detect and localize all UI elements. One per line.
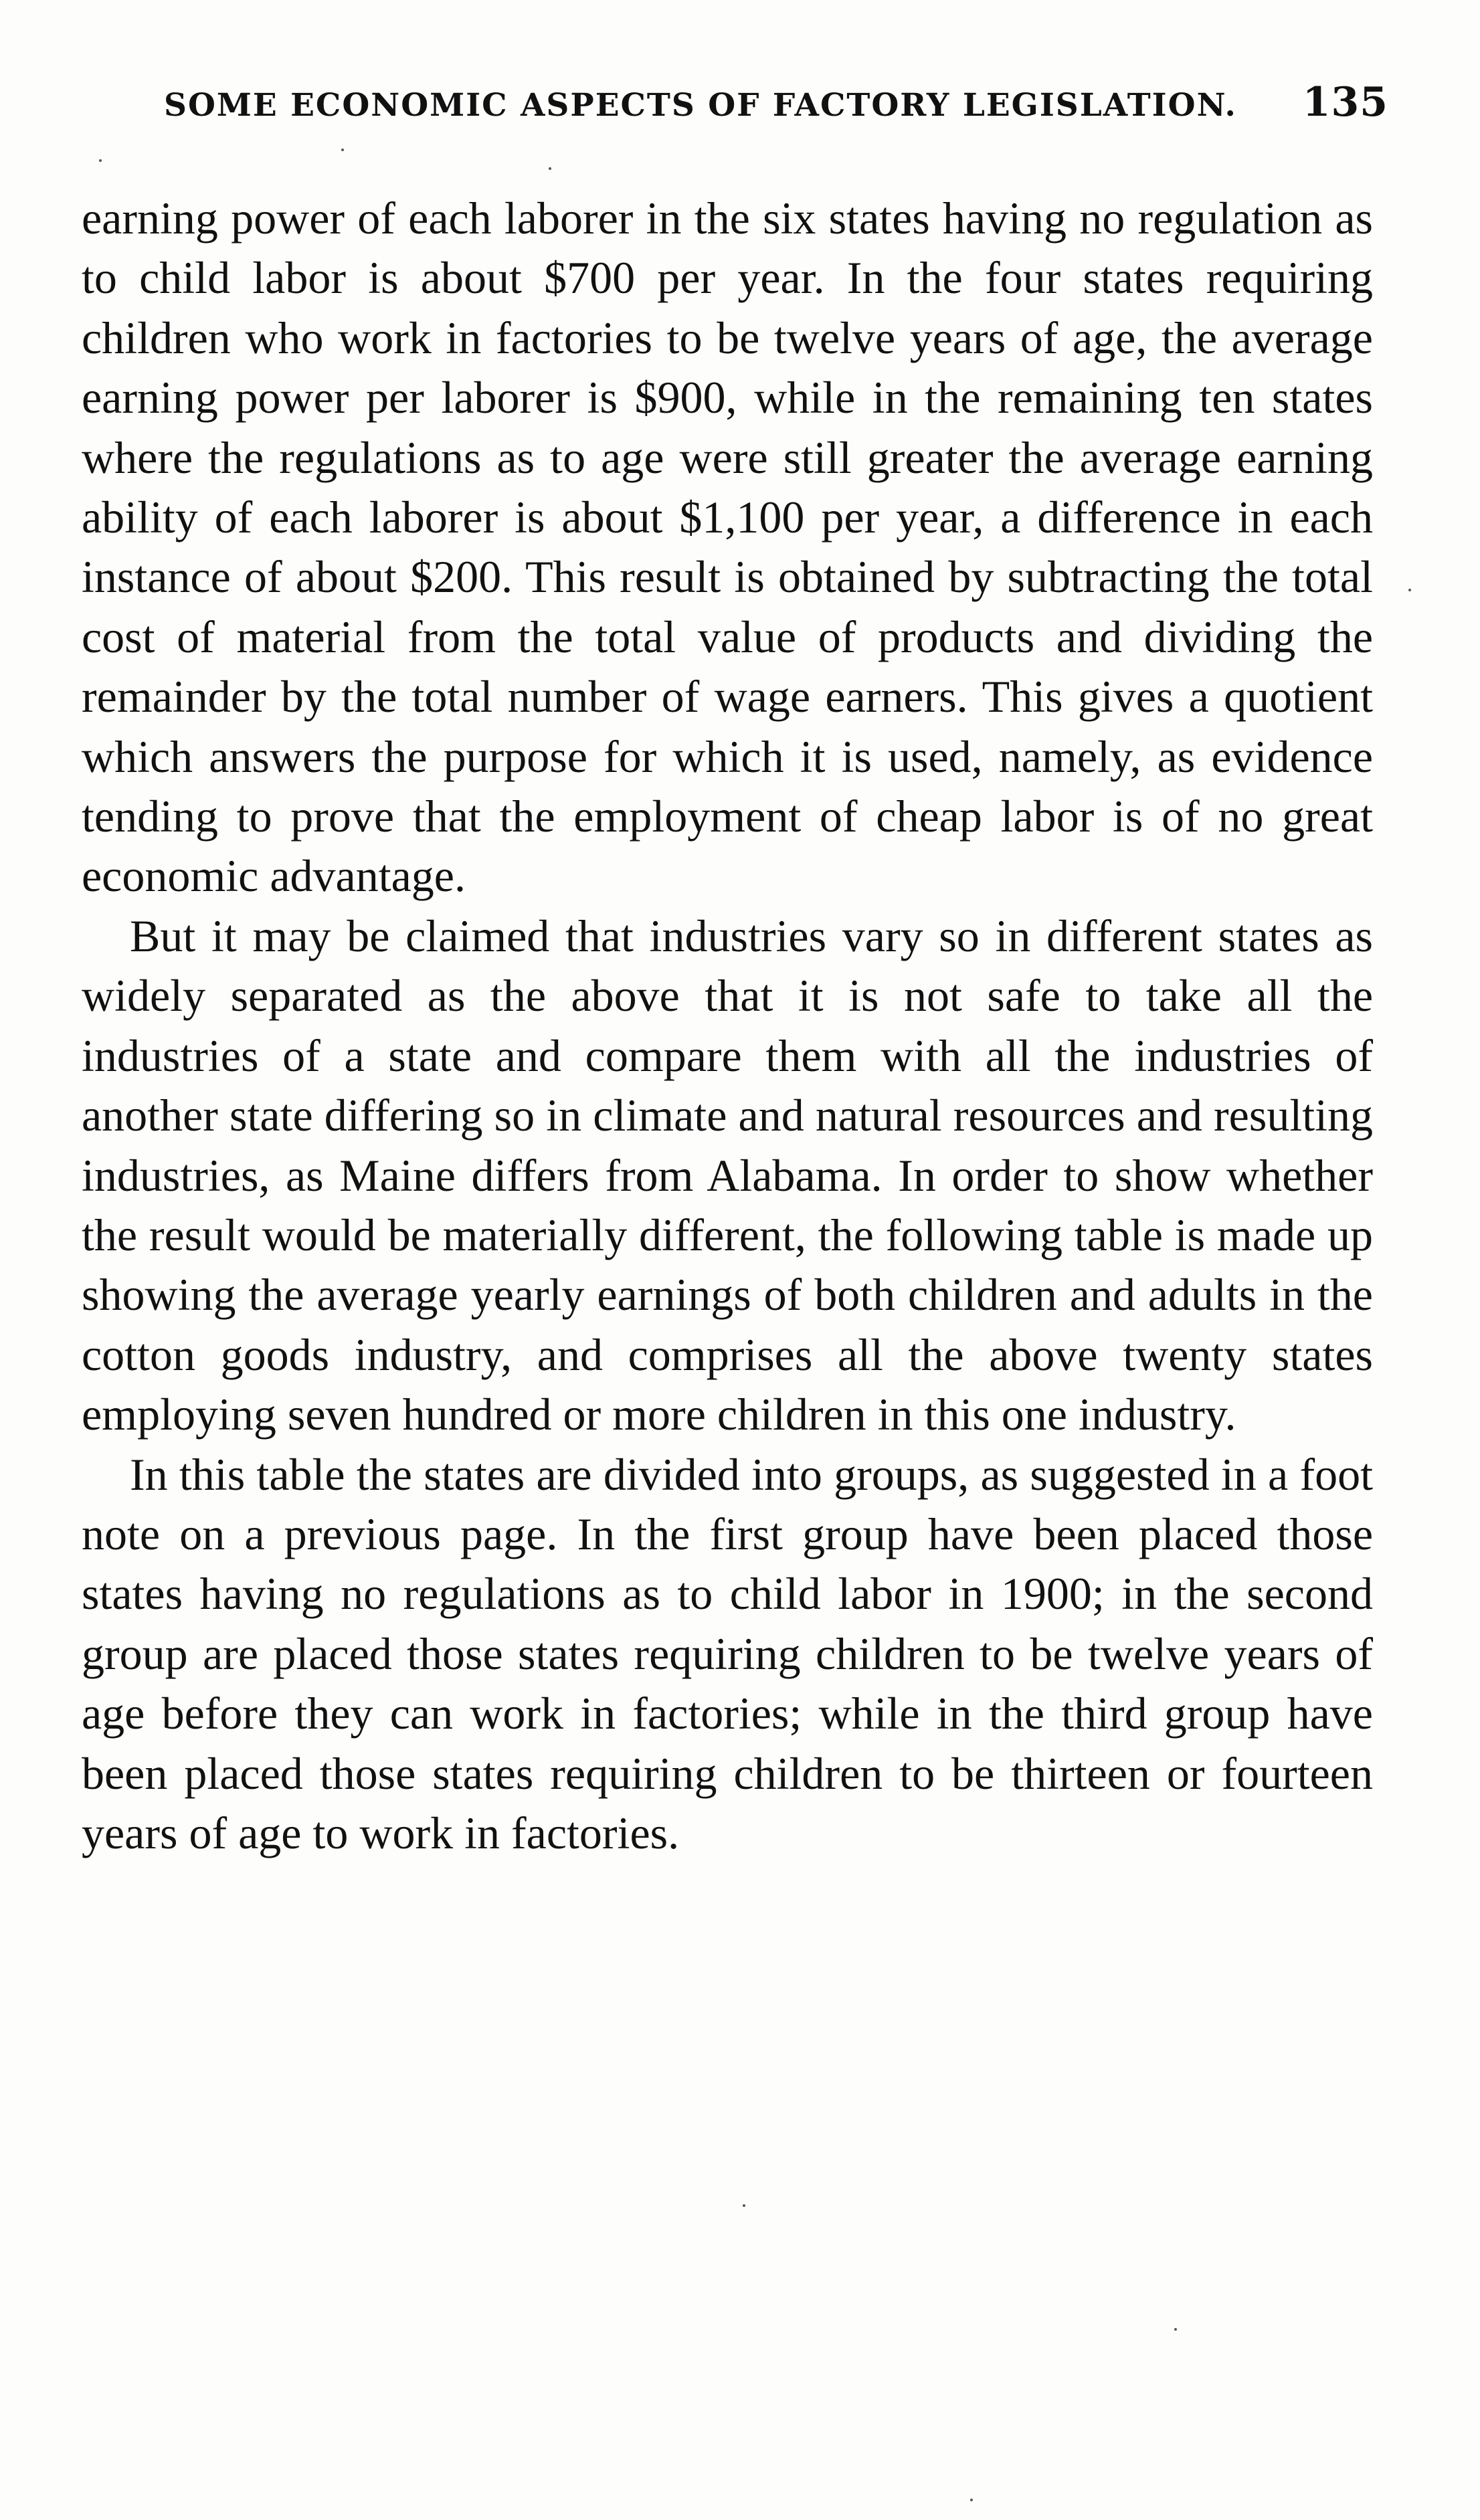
paragraph-2: But it may be claimed that industries vary so in different states as widely separated as the above that it is not safe to take all the industries of a state and compare them with all the industries of another state differing so in climate and natural resources and resulting industries, as Maine differs from Alabama. In order to show whether the result would be materially different, the following table is made up showing the average yearly earnings of both children and adults in the cotton goods industry, and comprises all the above twenty states employing seven hundred or more children in this one industry. [82,910,1373,1440]
running-head-title: SOME ECONOMIC ASPECTS OF FACTORY LEGISLATION. [164,87,1237,124]
running-head [164,79,1388,126]
scan-speck [99,159,102,162]
body-text [82,189,1373,1863]
scan-speck [1174,2328,1177,2331]
scan-speck [549,167,551,170]
scan-speck [1408,589,1411,591]
scan-speck [743,2204,745,2207]
paragraph-1: earning power of each laborer in the six states having no regulation as to child labor is about $700 per year. In the four states requiring children who work in factories to be twelve years of age, the average earning power per laborer is $900, while in the remaining ten states where the regulations as to age were still greater the average earning ability of each laborer is about $1,100 per year, a difference in each instance of about $200. This result is obtained by subtracting the total cost of material from the total value of products and dividing the remainder by the total number of wage earners. This gives a quotient which answers the purpose for which it is used, namely, as evidence tending to prove that the employment of cheap labor is of no great economic advantage. [82,193,1373,902]
scan-speck [341,149,344,151]
scan-speck [970,2499,973,2501]
page-number: 135 [1302,79,1388,126]
paragraph-3: In this table the states are divided into groups, as suggested in a foot note on a previous page. In the first group have been placed those states having no regulations as to child labor in 1900; in the second group are placed those states requiring children to be twelve years of age before they can work in factories; while in the third group have been placed those states requiring children to be thirteen or fourteen years of age to work in factories. [82,1448,1373,1858]
